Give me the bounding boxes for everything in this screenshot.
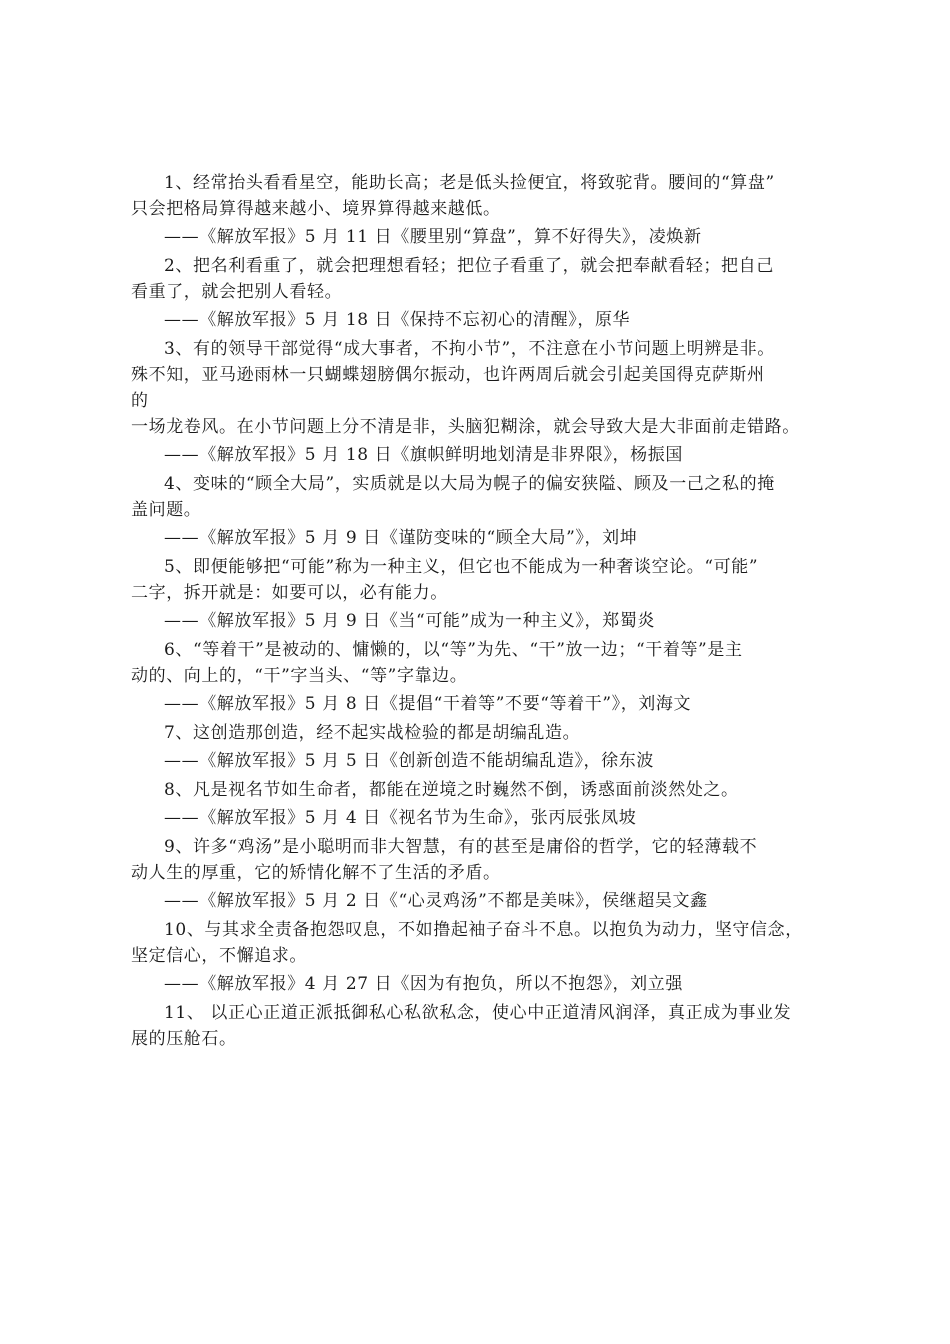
- quote-source: ——《解放军报》5 月 9 日《谨防变味的“顾全大局”》，刘坤: [164, 528, 638, 548]
- quote-source: ——《解放军报》4 月 27 日《因为有抱负，所以不抱怨》，刘立强: [164, 974, 683, 994]
- quote-text-line: 展的压舱石。: [131, 1029, 237, 1049]
- quote-source: ——《解放军报》5 月 18 日《保持不忘初心的清醒》，原华: [164, 310, 631, 330]
- quote-item: [131, 777, 831, 834]
- quote-source: ——《解放军报》5 月 4 日《视名节为生命》，张丙辰张凤坡: [164, 808, 637, 828]
- quote-item: [131, 720, 831, 777]
- quote-text-first-line: 7、这创造那创造，经不起实战检验的都是胡编乱造。: [164, 723, 581, 743]
- quote-text-first-line: 11、 以正心正道正派抵御私心私欲私念，使心中正道清风润泽，真正成为事业发: [164, 1003, 792, 1023]
- quote-text-line: 动人生的厚重，它的矫情化解不了生活的矛盾。: [131, 863, 501, 883]
- quote-item: [131, 471, 831, 554]
- quote-text-first-line: 6、“等着干”是被动的、慵懒的，以“等”为先、“干”放一边；“干着等”是主: [164, 640, 743, 660]
- quote-text-line: 盖问题。: [131, 500, 202, 520]
- quote-item: [131, 917, 831, 1000]
- quote-text-line: 坚定信心，不懈追求。: [131, 946, 307, 966]
- quote-text-first-line: 10、与其求全责备抱怨叹息，不如撸起袖子奋斗不息。以抱负为动力，坚守信念，: [164, 920, 803, 940]
- quote-text-first-line: 9、许多“鸡汤”是小聪明而非大智慧，有的甚至是庸俗的哲学，它的轻薄载不: [164, 837, 758, 857]
- quote-text-line: 动的、向上的，“干”字当头、“等”字靠边。: [131, 666, 468, 686]
- quote-source: ——《解放军报》5 月 18 日《旗帜鲜明地划清是非界限》，杨振国: [164, 445, 683, 465]
- quote-text-first-line: 8、凡是视名节如生命者，都能在逆境之时巍然不倒，诱惑面前淡然处之。: [164, 780, 739, 800]
- quote-source: ——《解放军报》5 月 5 日《创新创造不能胡编乱造》，徐东波: [164, 751, 654, 771]
- quote-source: ——《解放军报》5 月 11 日《腰里别“算盘”，算不好得失》，凌焕新: [164, 227, 702, 247]
- document-body: [131, 170, 831, 1057]
- quote-text-line: 的: [131, 391, 149, 411]
- quote-item: [131, 336, 831, 471]
- quote-text-first-line: 5、即便能够把“可能”称为一种主义，但它也不能成为一种奢谈空论。“可能”: [164, 557, 759, 577]
- quote-source: ——《解放军报》5 月 2 日《“心灵鸡汤”不都是美味》，侯继超吴文鑫: [164, 891, 708, 911]
- quote-source: ——《解放军报》5 月 8 日《提倡“干着等”不要“等着干”》，刘海文: [164, 694, 692, 714]
- quote-text-first-line: 2、把名利看重了，就会把理想看轻；把位子看重了，就会把奉献看轻；把自己: [164, 256, 774, 276]
- quote-text-first-line: 1、经常抬头看看星空，能助长高；老是低头捡便宜，将致驼背。腰间的“算盘”: [164, 173, 775, 193]
- quote-text-line: 一场龙卷风。在小节问题上分不清是非，头脑犯糊涂，就会导致大是大非面前走错路。: [131, 417, 800, 437]
- quote-item: [131, 170, 831, 253]
- quote-text-line: 只会把格局算得越来越小、境界算得越来越低。: [131, 199, 501, 219]
- quote-source: ——《解放军报》5 月 9 日《当“可能”成为一种主义》，郑蜀炎: [164, 611, 655, 631]
- quote-item: [131, 554, 831, 637]
- quote-text-line: 殊不知，亚马逊雨林一只蝴蝶翅膀偶尔振动，也许两周后就会引起美国得克萨斯州: [131, 365, 765, 385]
- quote-text-first-line: 4、变味的“顾全大局”，实质就是以大局为幌子的偏安狭隘、顾及一己之私的掩: [164, 474, 775, 494]
- quote-item: [131, 637, 831, 720]
- quote-text-line: 二字，拆开就是：如要可以，必有能力。: [131, 583, 448, 603]
- quote-item: [131, 253, 831, 336]
- quote-text-line: 看重了，就会把别人看轻。: [131, 282, 343, 302]
- quote-item: [131, 834, 831, 917]
- quote-text-first-line: 3、有的领导干部觉得“成大事者，不拘小节”，不注意在小节问题上明辨是非。: [164, 339, 775, 359]
- quote-item: [131, 1000, 831, 1052]
